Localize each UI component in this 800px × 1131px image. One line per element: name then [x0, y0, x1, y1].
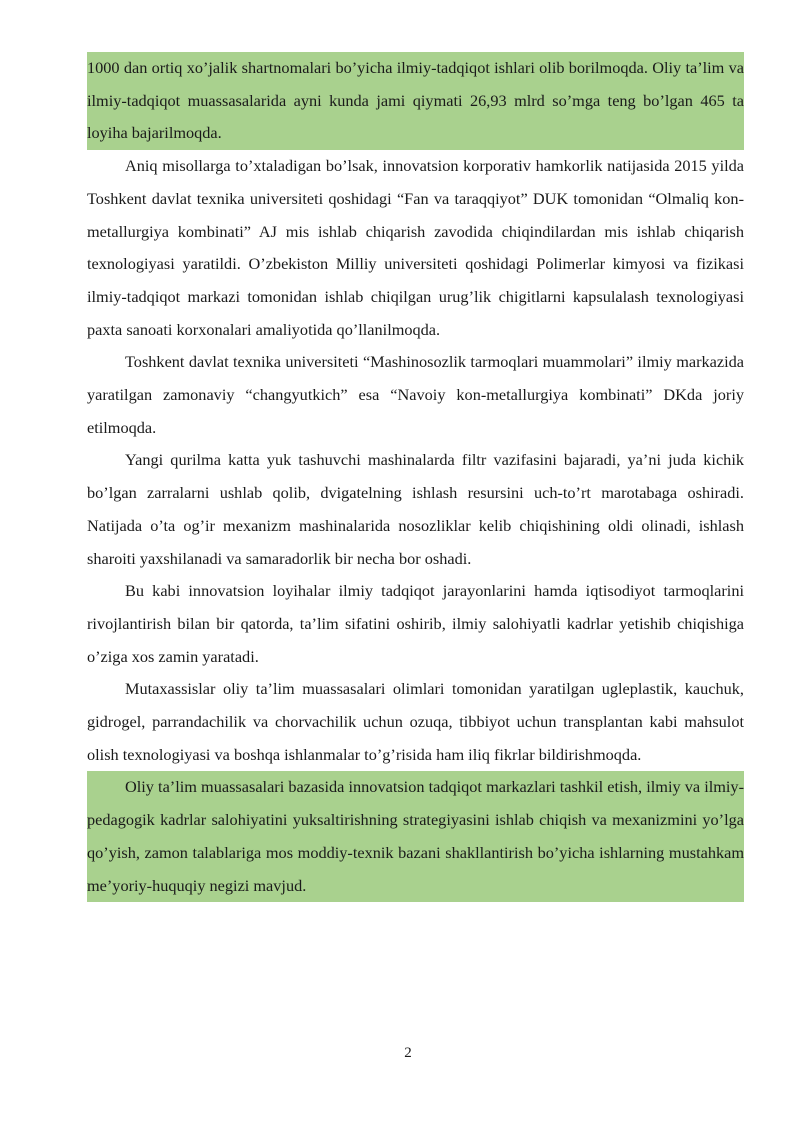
- paragraph-text: Oliy ta’lim muassasalari bazasida innovatsion tadqiqot markazlari tashkil etish, ilmiy va ilmiy-pedagogik kadrlar salohiyatini yuksaltirishning strategiyasini ishlab chiqish va mexanizmini yo’lga qo’yish, zamon talablariga mos moddiy-texnik bazani shakllantirish bo’yicha ishlarning mustahkam me’yoriy-huquqiy negizi mavjud.: [87, 777, 744, 895]
- paragraph-text: 1000 dan ortiq xo’jalik shartnomalari bo’yicha ilmiy-tadqiqot ishlari olib borilmoqda. Oliy ta’lim va ilmiy-tadqiqot muassasalarida ayni kunda jami qiymati 26,93 mlrd so’mga teng bo’lgan 465 ta loyiha bajarilmoqda.: [87, 58, 744, 143]
- paragraph-highlighted-conclusion: [87, 771, 744, 902]
- paragraph: [87, 150, 744, 346]
- paragraph: [87, 575, 744, 673]
- paragraph-highlighted-intro: [87, 52, 744, 150]
- paragraph-text: Mutaxassislar oliy ta’lim muassasalari olimlari tomonidan yaratilgan ugleplastik, kauchuk, gidrogel, parrandachilik va chorvachilik uchun ozuqa, tibbiyot uchun transplantan kabi mahsulot olish texnologiyasi va boshqa ishlanmalar to’g’risida ham iliq fikrlar bildirishmoqda.: [87, 679, 744, 764]
- paragraph-text: Aniq misollarga to’xtaladigan bo’lsak, innovatsion korporativ hamkorlik natijasida 2015 yilda Toshkent davlat texnika universiteti qoshidagi “Fan va taraqqiyot” DUK tomonidan “Olmaliq kon-metallurgiya kombinati” AJ mis ishlab chiqarish zavodida chiqindilardan mis ishlab chiqarish texnologiyasi yaratildi. O’zbekiston Milliy universiteti qoshidagi Polimerlar kimyosi va fizikasi ilmiy-tadqiqot markazi tomonidan ishlab chiqilgan urug’lik chigitlarni kapsulalash texnologiyasi paxta sanoati korxonalari amaliyotida qo’llanilmoqda.: [87, 156, 744, 339]
- paragraph: [87, 346, 744, 444]
- page-number: 2: [404, 1045, 412, 1061]
- paragraph-text: Bu kabi innovatsion loyihalar ilmiy tadqiqot jarayonlarini hamda iqtisodiyot tarmoqlarini rivojlantirish bilan bir qatorda, ta’lim sifatini oshirib, ilmiy salohiyatli kadrlar yetishib chiqishiga o’ziga xos zamin yaratadi.: [87, 581, 744, 666]
- paragraph-text: Yangi qurilma katta yuk tashuvchi mashinalarda filtr vazifasini bajaradi, ya’ni juda kichik bo’lgan zarralarni ushlab qolib, dvigatelning ishlash resursini uch-to’rt marotabaga oshiradi. Natijada o’ta og’ir mexanizm mashinalarida nosozliklar kelib chiqishining oldi olinadi, ishlash sharoiti yaxshilanadi va samaradorlik bir necha bor oshadi.: [87, 450, 744, 568]
- document-body: [87, 52, 744, 902]
- paragraph-text: Toshkent davlat texnika universiteti “Mashinosozlik tarmoqlari muammolari” ilmiy markazida yaratilgan zamonaviy “changyutkich” esa “Navoiy kon-metallurgiya kombinati” DKda joriy etilmoqda.: [87, 352, 744, 437]
- paragraph: [87, 444, 744, 575]
- paragraph: [87, 673, 744, 771]
